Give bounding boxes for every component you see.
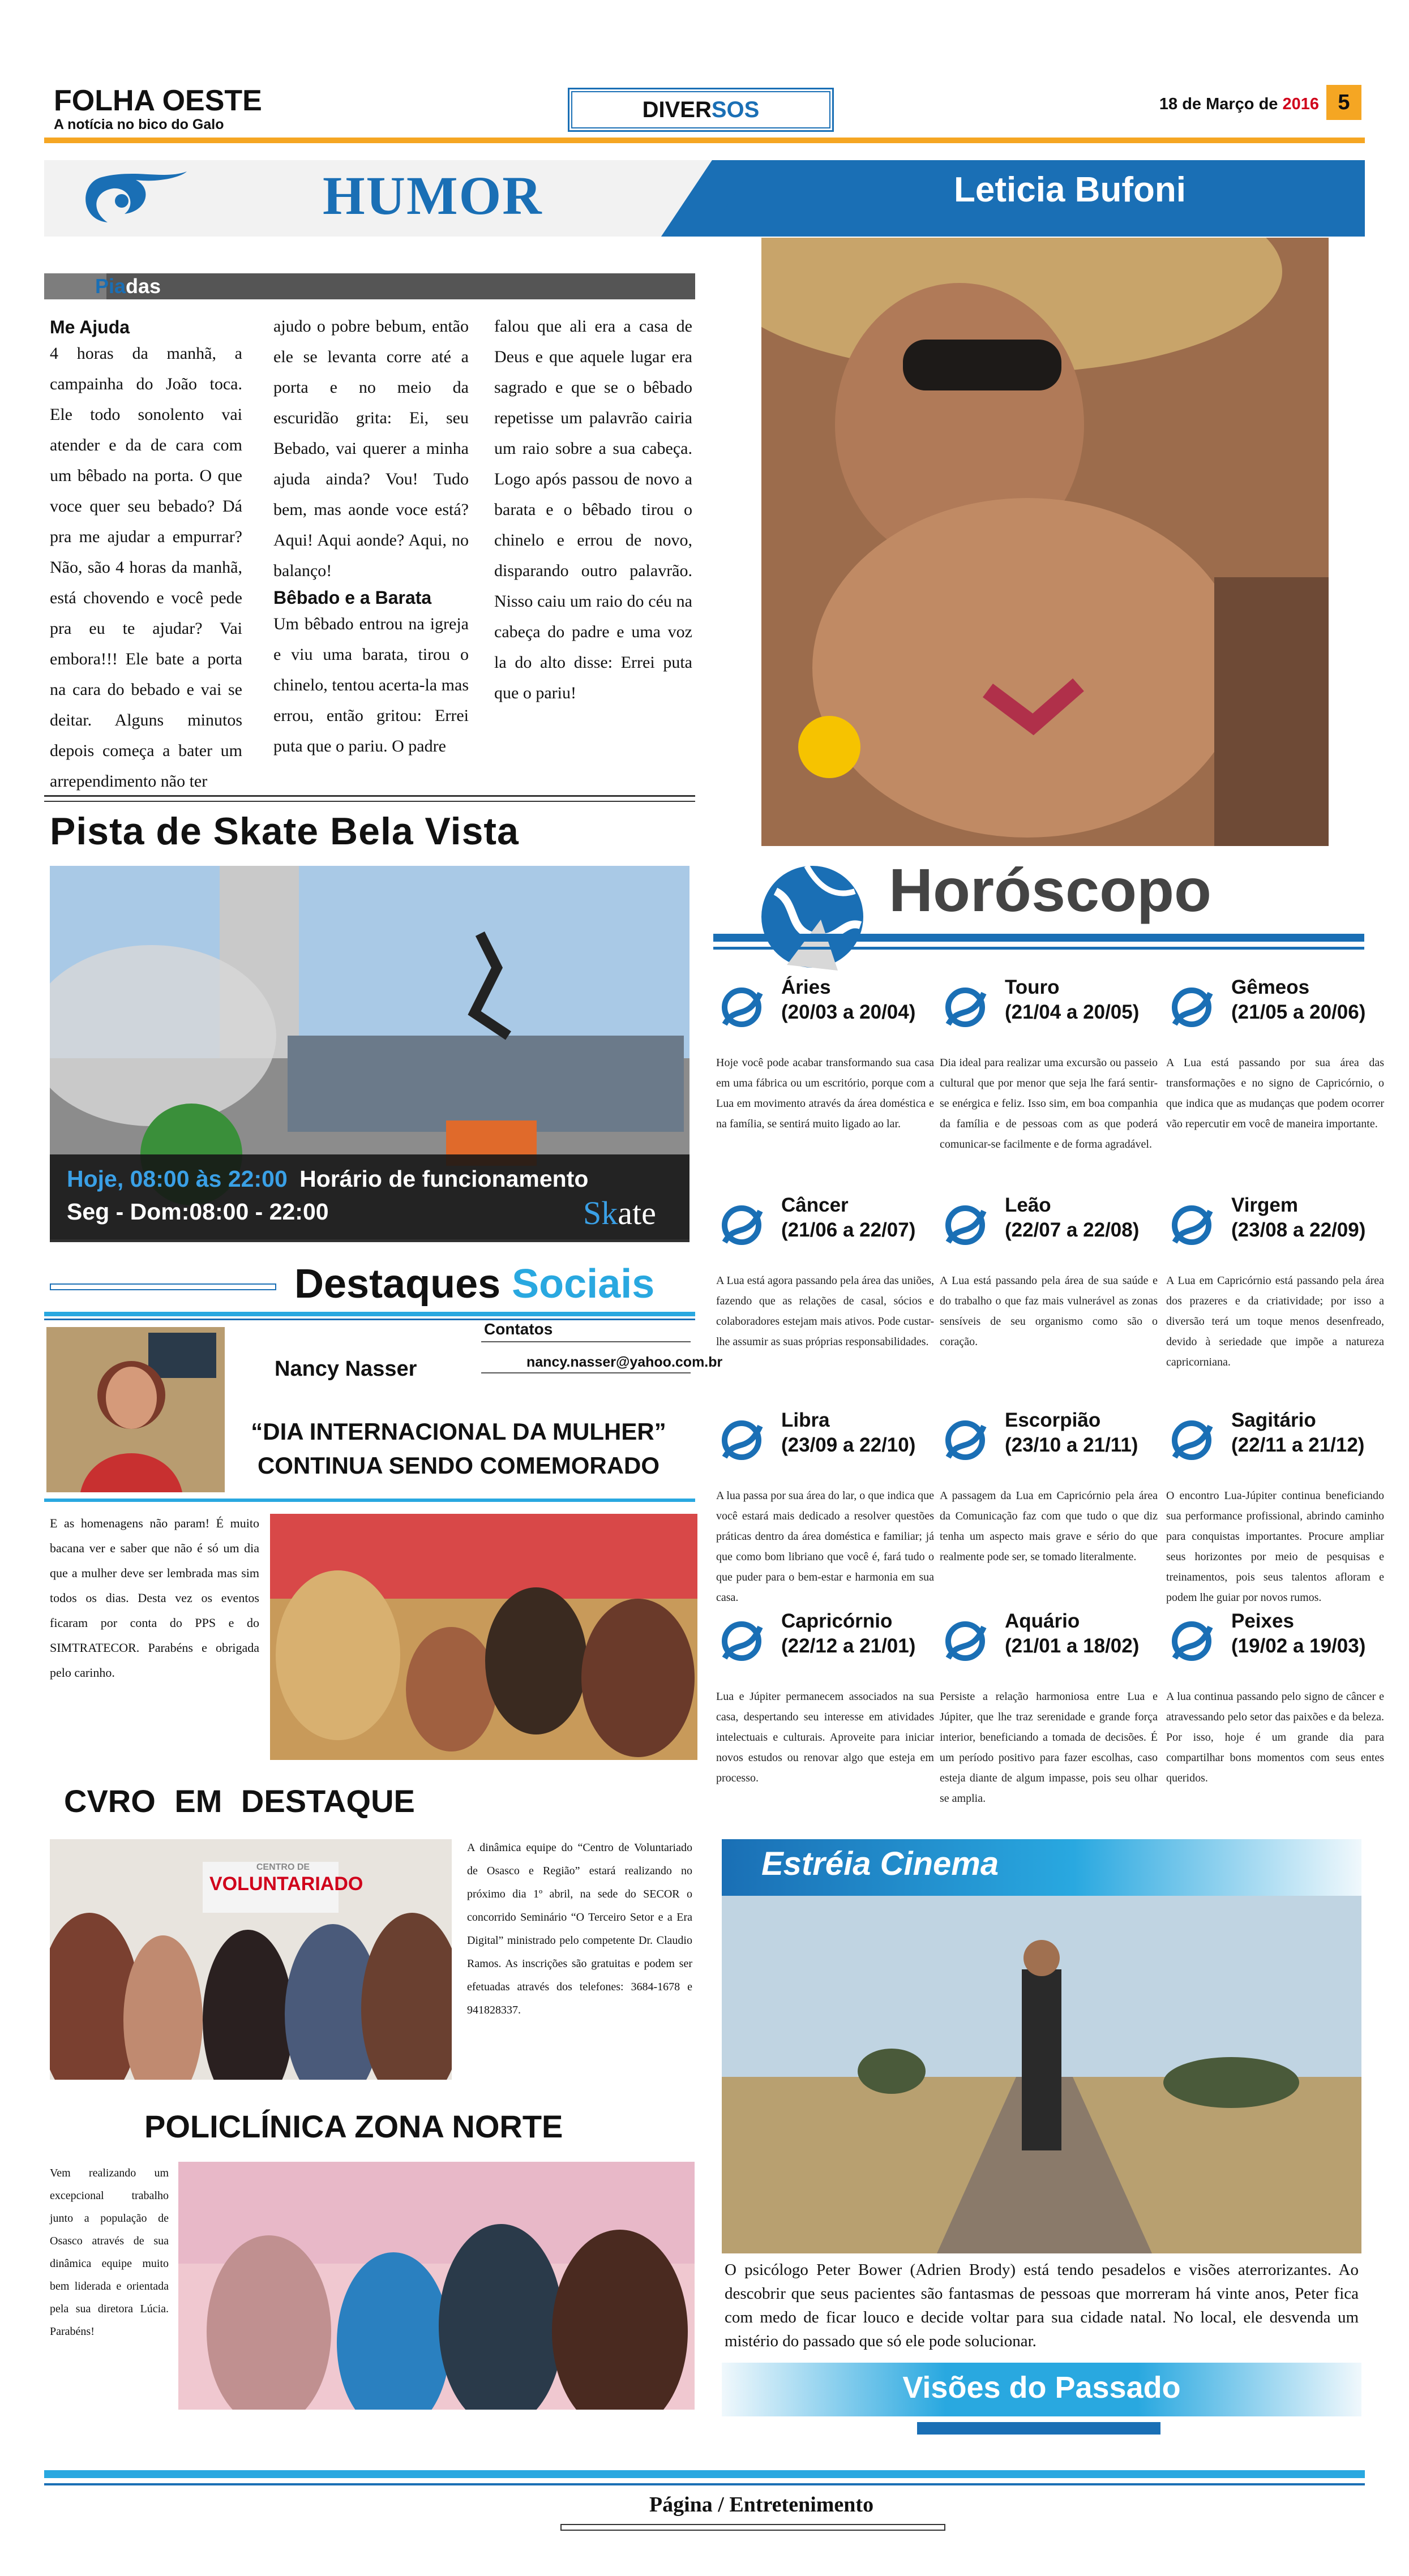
joke-column-1 — [50, 316, 242, 797]
header-rule — [44, 138, 1365, 143]
sign-text: Persiste a relação harmoniosa entre Lua e Júpiter, que lhe traz serenidade e grande força interior, beneficiando a tomada de decisões. É um período positivo para fazer escolhas, caso esteja diante de algum impasse, pois seu olhar se amplia. — [940, 1690, 1158, 1805]
sign-text: A Lua está passando por sua área das transformações e no signo de Capricórnio, o que indica que as mudanças que podem ocorrer vão repercutir em você de maneira importante. — [1166, 1057, 1384, 1130]
sign-text: A lua continua passando pelo signo de câncer e atravessando pelo setor das paixões e da beleza. Por isso, hoje é um grande dia para compartilhar bons momentos com seus entes queridos. — [1166, 1690, 1384, 1784]
sign-name: Câncer — [781, 1194, 849, 1216]
libra-icon — [716, 1415, 767, 1466]
piadas-bar — [44, 273, 695, 299]
sign-leo — [940, 1194, 1166, 1403]
policlinica-photo — [178, 2162, 695, 2410]
sociais-photo — [270, 1514, 697, 1760]
sign-name: Libra — [781, 1409, 830, 1431]
globe-icon — [753, 857, 872, 976]
sign-name: Áries — [781, 976, 831, 998]
celebrity-name: Leticia Bufoni — [954, 170, 1186, 209]
sign-text: A Lua está passando pela área de sua saúde e do trabalho o que faz mais vulnerável as zonas sensíveis de seu organismo como são o coração. — [940, 1274, 1158, 1348]
joke-column-2 — [273, 311, 469, 762]
cinema-text: O psicólogo Peter Bower (Adrien Brody) está tendo pesadelos e visões aterrorizantes. Ao descobrir que seus pacientes são fantasmas de pessoas que morreram há vinte anos, Peter fica com medo de ficar louco e decide voltar para sua cidade natal. No local, ele desvenda um mistério do passado que só ele pode solucionar. — [725, 2261, 1359, 2350]
sign-cancer — [716, 1194, 943, 1403]
sign-text: Hoje você pode acabar transformando sua casa em uma fábrica ou um escritório, porque com a Lua em movimento através da área doméstica e na família, se sentirá muito ligado ao lar. — [716, 1057, 934, 1130]
sign-text: A Lua está agora passando pela área das uniões, fazendo que as relações de casal, sócios e colaboradores estejam mais ativos. Pode custar-lhe assumir as suas próprias responsabilidades. — [716, 1274, 934, 1348]
date-text: 18 de Março de — [1159, 95, 1283, 113]
footer-underline — [560, 2524, 945, 2531]
joke-text-2b: Um bêbado entrou na igreja e viu uma barata, tirou o chinelo, tentou acerta-la mas errou, então gritou: Errei puta que o pariu. O padre — [273, 615, 469, 755]
sign-text: A Lua em Capricórnio está passando pela área dos prazeres e da criatividade; por isso a diversão terá um toque menos desenfreado, devido à seriedade que impõe a natureza capricorniana. — [1166, 1274, 1384, 1368]
hours-line-2: Seg - Dom:08:00 - 22:00 — [67, 1199, 329, 1225]
footer-rule-2 — [44, 2483, 1365, 2485]
contacts-label: Contatos — [484, 1320, 553, 1338]
piadas-label-a: Pia — [95, 274, 126, 298]
sign-text: Dia ideal para realizar uma excursão ou passeio cultural que por menor que seja lhe fará sentir-se enérgica e feliz. Isso sim, em boa companhia da família e de pessoas com as que poderá comunicar-se facilmente e de forma agradável. — [940, 1057, 1158, 1150]
sign-name: Capricórnio — [781, 1610, 893, 1632]
gemini-icon — [1166, 982, 1217, 1033]
sign-scorpio — [940, 1409, 1166, 1618]
cvro-banner-b: VOLUNTARIADO — [209, 1873, 363, 1895]
contact-email: nancy.nasser@yahoo.com.br — [526, 1354, 723, 1370]
footer-rule — [44, 2470, 1365, 2478]
sign-virgo — [1166, 1194, 1393, 1403]
sign-dates: (22/12 a 21/01) — [781, 1635, 916, 1657]
sign-taurus — [940, 976, 1166, 1186]
joke-text-1: 4 horas da manhã, a campainha do João toca. Ele todo sonolento vai atender e da de cara com um bêbado na porta. O que voce quer seu bebado? Dá pra me ajudar a empurrar? Não, são 4 horas da manhã, está chovendo e você pede pra eu te ajudar? Vai embora!!! Ele bate a porta na cara do bebado e vai se deitar. Alguns minutos depois começa a bater um arrependimento não ter — [50, 344, 242, 791]
section-label-b: SOS — [711, 97, 760, 122]
capricorn-icon — [716, 1616, 767, 1667]
leo-icon — [940, 1200, 991, 1251]
horoscope-rule-2 — [713, 947, 1364, 950]
cvro-text: A dinâmica equipe do “Centro de Voluntariado de Osasco e Região” estará realizando no próximo dia 1º abril, na sede do SECOR o concorrido Seminário “O Terceiro Setor e a Era Digital” ministrado pelo competente Dr. Claudio Ramos. As inscrições são gratuitas e podem ser efetuadas através dos telefones: 3684-1678 e 941828337. — [467, 1841, 692, 2016]
joke-text-2a: ajudo o pobre bebum, então ele se levanta corre até a porta e no meio da escuridão grita: Ei, seu Bebado, vai querer a minha ajuda ainda? Vou! Tudo bem, mas aonde voce está? Aqui! Aqui aonde? Aqui, no balanço! — [273, 317, 469, 580]
humor-title: HUMOR — [323, 165, 543, 226]
cvro-title: CVRO EM DESTAQUE — [64, 1783, 415, 1819]
sagittarius-icon — [1166, 1415, 1217, 1466]
sign-name: Aquário — [1005, 1610, 1080, 1632]
aries-icon — [716, 982, 767, 1033]
movie-title: Visões do Passado — [902, 2371, 1181, 2405]
joke-heading-1: Me Ajuda — [50, 317, 130, 337]
sign-dates: (19/02 a 19/03) — [1231, 1635, 1366, 1657]
sign-capricorn — [716, 1610, 943, 1819]
headline-line-2: CONTINUA SENDO COMEMORADO — [257, 1452, 660, 1479]
sign-dates: (21/04 a 20/05) — [1005, 1001, 1140, 1023]
sign-name: Gêmeos — [1231, 976, 1310, 998]
headline-line-1: “DIA INTERNACIONAL DA MULHER” — [251, 1418, 666, 1445]
cinema-title: Estréia Cinema — [761, 1845, 999, 1882]
headline-rule — [44, 1499, 695, 1502]
cvro-banner-a: CENTRO DE — [256, 1862, 310, 1872]
masthead — [54, 85, 280, 136]
author-name: Nancy Nasser — [275, 1357, 417, 1381]
sign-dates: (21/01 a 18/02) — [1005, 1635, 1140, 1657]
sign-text: A passagem da Lua em Capricórnio pela área da Comunicação faz com que tudo o que diz tenha um aspecto mais grave e sério do que realmente pode ser, se tomado literalmente. — [940, 1489, 1158, 1563]
sign-libra — [716, 1409, 943, 1618]
policlinica-title: POLICLÍNICA ZONA NORTE — [144, 2109, 563, 2144]
sign-text: Lua e Júpiter permanecem associados na sua casa, despertando seu interesse em atividades intelectuais e culturais. Aproveite para iniciar novos estudos ou renovar algo que esteja em processo. — [716, 1690, 934, 1784]
sign-dates: (23/08 a 22/09) — [1231, 1219, 1366, 1241]
sign-dates: (21/06 a 22/07) — [781, 1219, 916, 1241]
sign-name: Escorpião — [1005, 1409, 1101, 1431]
footer-label: Página / Entretenimento — [649, 2493, 874, 2517]
sociais-line-top — [50, 1283, 276, 1290]
sociais-rule — [44, 1312, 695, 1316]
sign-aquarius — [940, 1610, 1166, 1819]
scorpio-icon — [940, 1415, 991, 1466]
cinema-photo — [722, 1896, 1361, 2253]
wave-logo-icon — [68, 166, 192, 231]
pisces-icon — [1166, 1616, 1217, 1667]
skate-logo-b: ate — [618, 1195, 656, 1231]
sign-dates: (21/05 a 20/06) — [1231, 1001, 1366, 1023]
sign-dates: (23/09 a 22/10) — [781, 1434, 916, 1456]
joke-heading-2: Bêbado e a Barata — [273, 587, 432, 608]
sign-dates: (22/11 a 21/12) — [1231, 1434, 1365, 1456]
sign-name: Sagitário — [1231, 1409, 1316, 1431]
sociais-title-b: Sociais — [512, 1261, 655, 1307]
issue-date — [1076, 95, 1319, 114]
virgo-icon — [1166, 1200, 1217, 1251]
section-box — [568, 88, 834, 132]
sign-text: O encontro Lua-Júpiter continua beneficiando sua performance profissional, abrindo caminho para conquistas importantes. Procure ampliar seus horizontes por meio de pesquisas e treinamentos, pois seus talentos afloram e podem lhe guiar por novos rumos. — [1166, 1489, 1384, 1604]
sign-name: Touro — [1005, 976, 1060, 998]
skate-title: Pista de Skate Bela Vista — [50, 810, 519, 853]
brand-name: FOLHA OESTE — [54, 84, 262, 117]
joke-column-3 — [494, 311, 692, 709]
sign-sagittarius — [1166, 1409, 1393, 1618]
sign-text: A lua passa por sua área do lar, o que indica que você estará mais dedicado a resolver questões práticas dentro da área doméstica e familiar; já que como bom libriano que você é, fará tudo o que puder para o bem-estar e harmonia em sua casa. — [716, 1489, 934, 1604]
horoscope-rule — [713, 934, 1364, 942]
horoscope-title: Horóscopo — [889, 856, 1212, 924]
sign-pisces — [1166, 1610, 1393, 1819]
joke-text-3: falou que ali era a casa de Deus e que aquele lugar era sagrado e que se o bêbado repetisse um palavrão cairia um raio sobre a sua cabeça. Logo após passou de novo a barata e o bêbado tirou o chinelo e errou de novo, disparando outro palavrão. Nisso caiu um raio do céu na cabeça do padre e uma voz la do alto disse: Errei puta que o pariu! — [494, 317, 692, 702]
contacts-rule — [481, 1341, 691, 1342]
section-label-a: DIVER — [642, 97, 712, 122]
sociais-rule-2 — [44, 1319, 695, 1320]
hours-line-1 — [67, 1166, 588, 1192]
sociais-text: E as homenagens não param! É muito bacana ver e saber que não é só um dia que a mulher deve ser lembrada mas sim todos os dias. Desta vez os eventos ficaram por conta do PPS e do SIMTRATECOR. Parabéns e obrigada pelo carinho. — [50, 1516, 259, 1680]
celebrity-photo — [761, 238, 1329, 846]
cvro-banner — [209, 1862, 363, 1895]
sign-aries — [716, 976, 943, 1186]
policlinica-text: Vem realizando um excepcional trabalho junto a população de Osasco através de sua dinâmica equipe muito bem liderada e orientada pela sua diretora Lúcia. Parabéns! — [50, 2167, 169, 2338]
piadas-rule — [44, 795, 695, 797]
sign-name: Peixes — [1231, 1610, 1294, 1632]
piadas-rule-2 — [44, 801, 695, 802]
taurus-icon — [940, 982, 991, 1033]
date-year: 2016 — [1282, 95, 1319, 113]
sociais-title-a: Destaques — [294, 1261, 512, 1307]
brand-tagline: A notícia no bico do Galo — [54, 117, 224, 132]
contacts-rule-2 — [481, 1372, 691, 1373]
headline — [226, 1415, 691, 1483]
piadas-label-b: das — [126, 274, 161, 298]
sociais-title — [294, 1261, 654, 1307]
skate-logo — [583, 1194, 656, 1232]
sign-dates: (23/10 a 21/11) — [1005, 1434, 1138, 1456]
aquarius-icon — [940, 1616, 991, 1667]
movie-rule — [917, 2422, 1160, 2435]
page-number: 5 — [1326, 85, 1361, 120]
skate-logo-a: Sk — [583, 1195, 618, 1231]
author-photo — [46, 1327, 225, 1492]
sign-name: Leão — [1005, 1194, 1051, 1216]
hours-label: Horário de funcionamento — [299, 1166, 589, 1192]
sign-dates: (20/03 a 20/04) — [781, 1001, 916, 1023]
cancer-icon — [716, 1200, 767, 1251]
hours-today: Hoje, 08:00 às 22:00 — [67, 1166, 288, 1192]
sign-gemini — [1166, 976, 1393, 1186]
sign-name: Virgem — [1231, 1194, 1299, 1216]
sign-dates: (22/07 a 22/08) — [1005, 1219, 1140, 1241]
